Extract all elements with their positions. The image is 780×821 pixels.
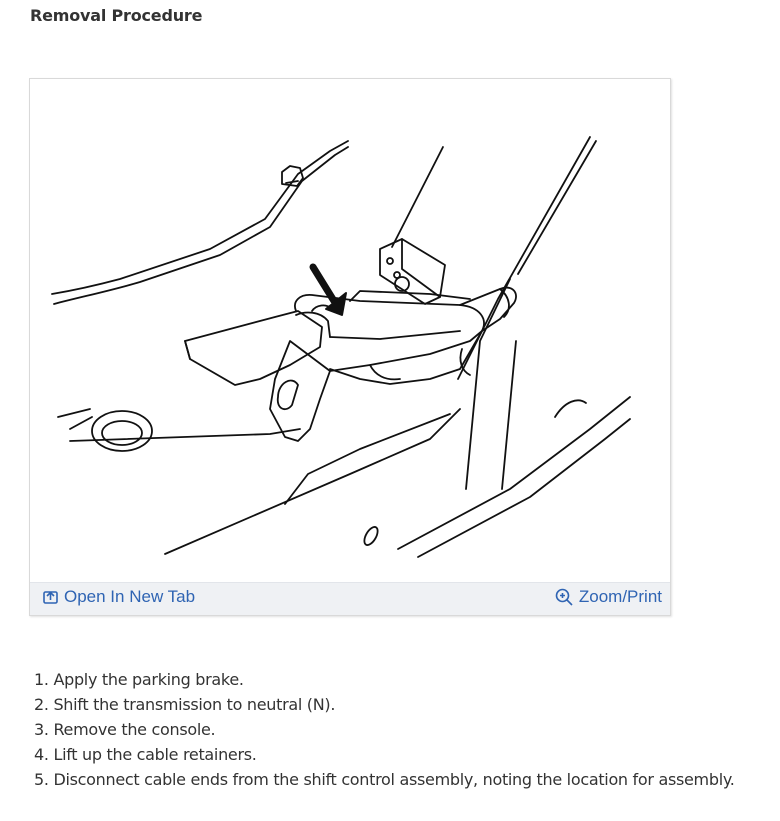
step-item: 2. Shift the transmission to neutral (N).: [34, 695, 336, 714]
procedure-steps: [34, 667, 735, 792]
shift-cable-illustration: [30, 79, 670, 583]
step-item: 1. Apply the parking brake.: [34, 670, 244, 689]
open-external-icon: [43, 590, 58, 604]
page-heading: Removal Procedure: [30, 6, 203, 25]
zoom-print-link[interactable]: [555, 587, 662, 607]
step-item: 4. Lift up the cable retainers.: [34, 745, 257, 764]
open-in-new-tab-label: Open In New Tab: [64, 587, 196, 606]
figure-toolbar: [30, 582, 670, 615]
figure-panel: [29, 78, 671, 616]
open-in-new-tab-link[interactable]: [43, 587, 195, 607]
step-item: 5. Disconnect cable ends from the shift control assembly, noting the location for assembly.: [34, 770, 735, 789]
zoom-in-icon: [555, 588, 573, 606]
zoom-print-label: Zoom/Print: [578, 587, 662, 606]
step-item: 3. Remove the console.: [34, 720, 216, 739]
